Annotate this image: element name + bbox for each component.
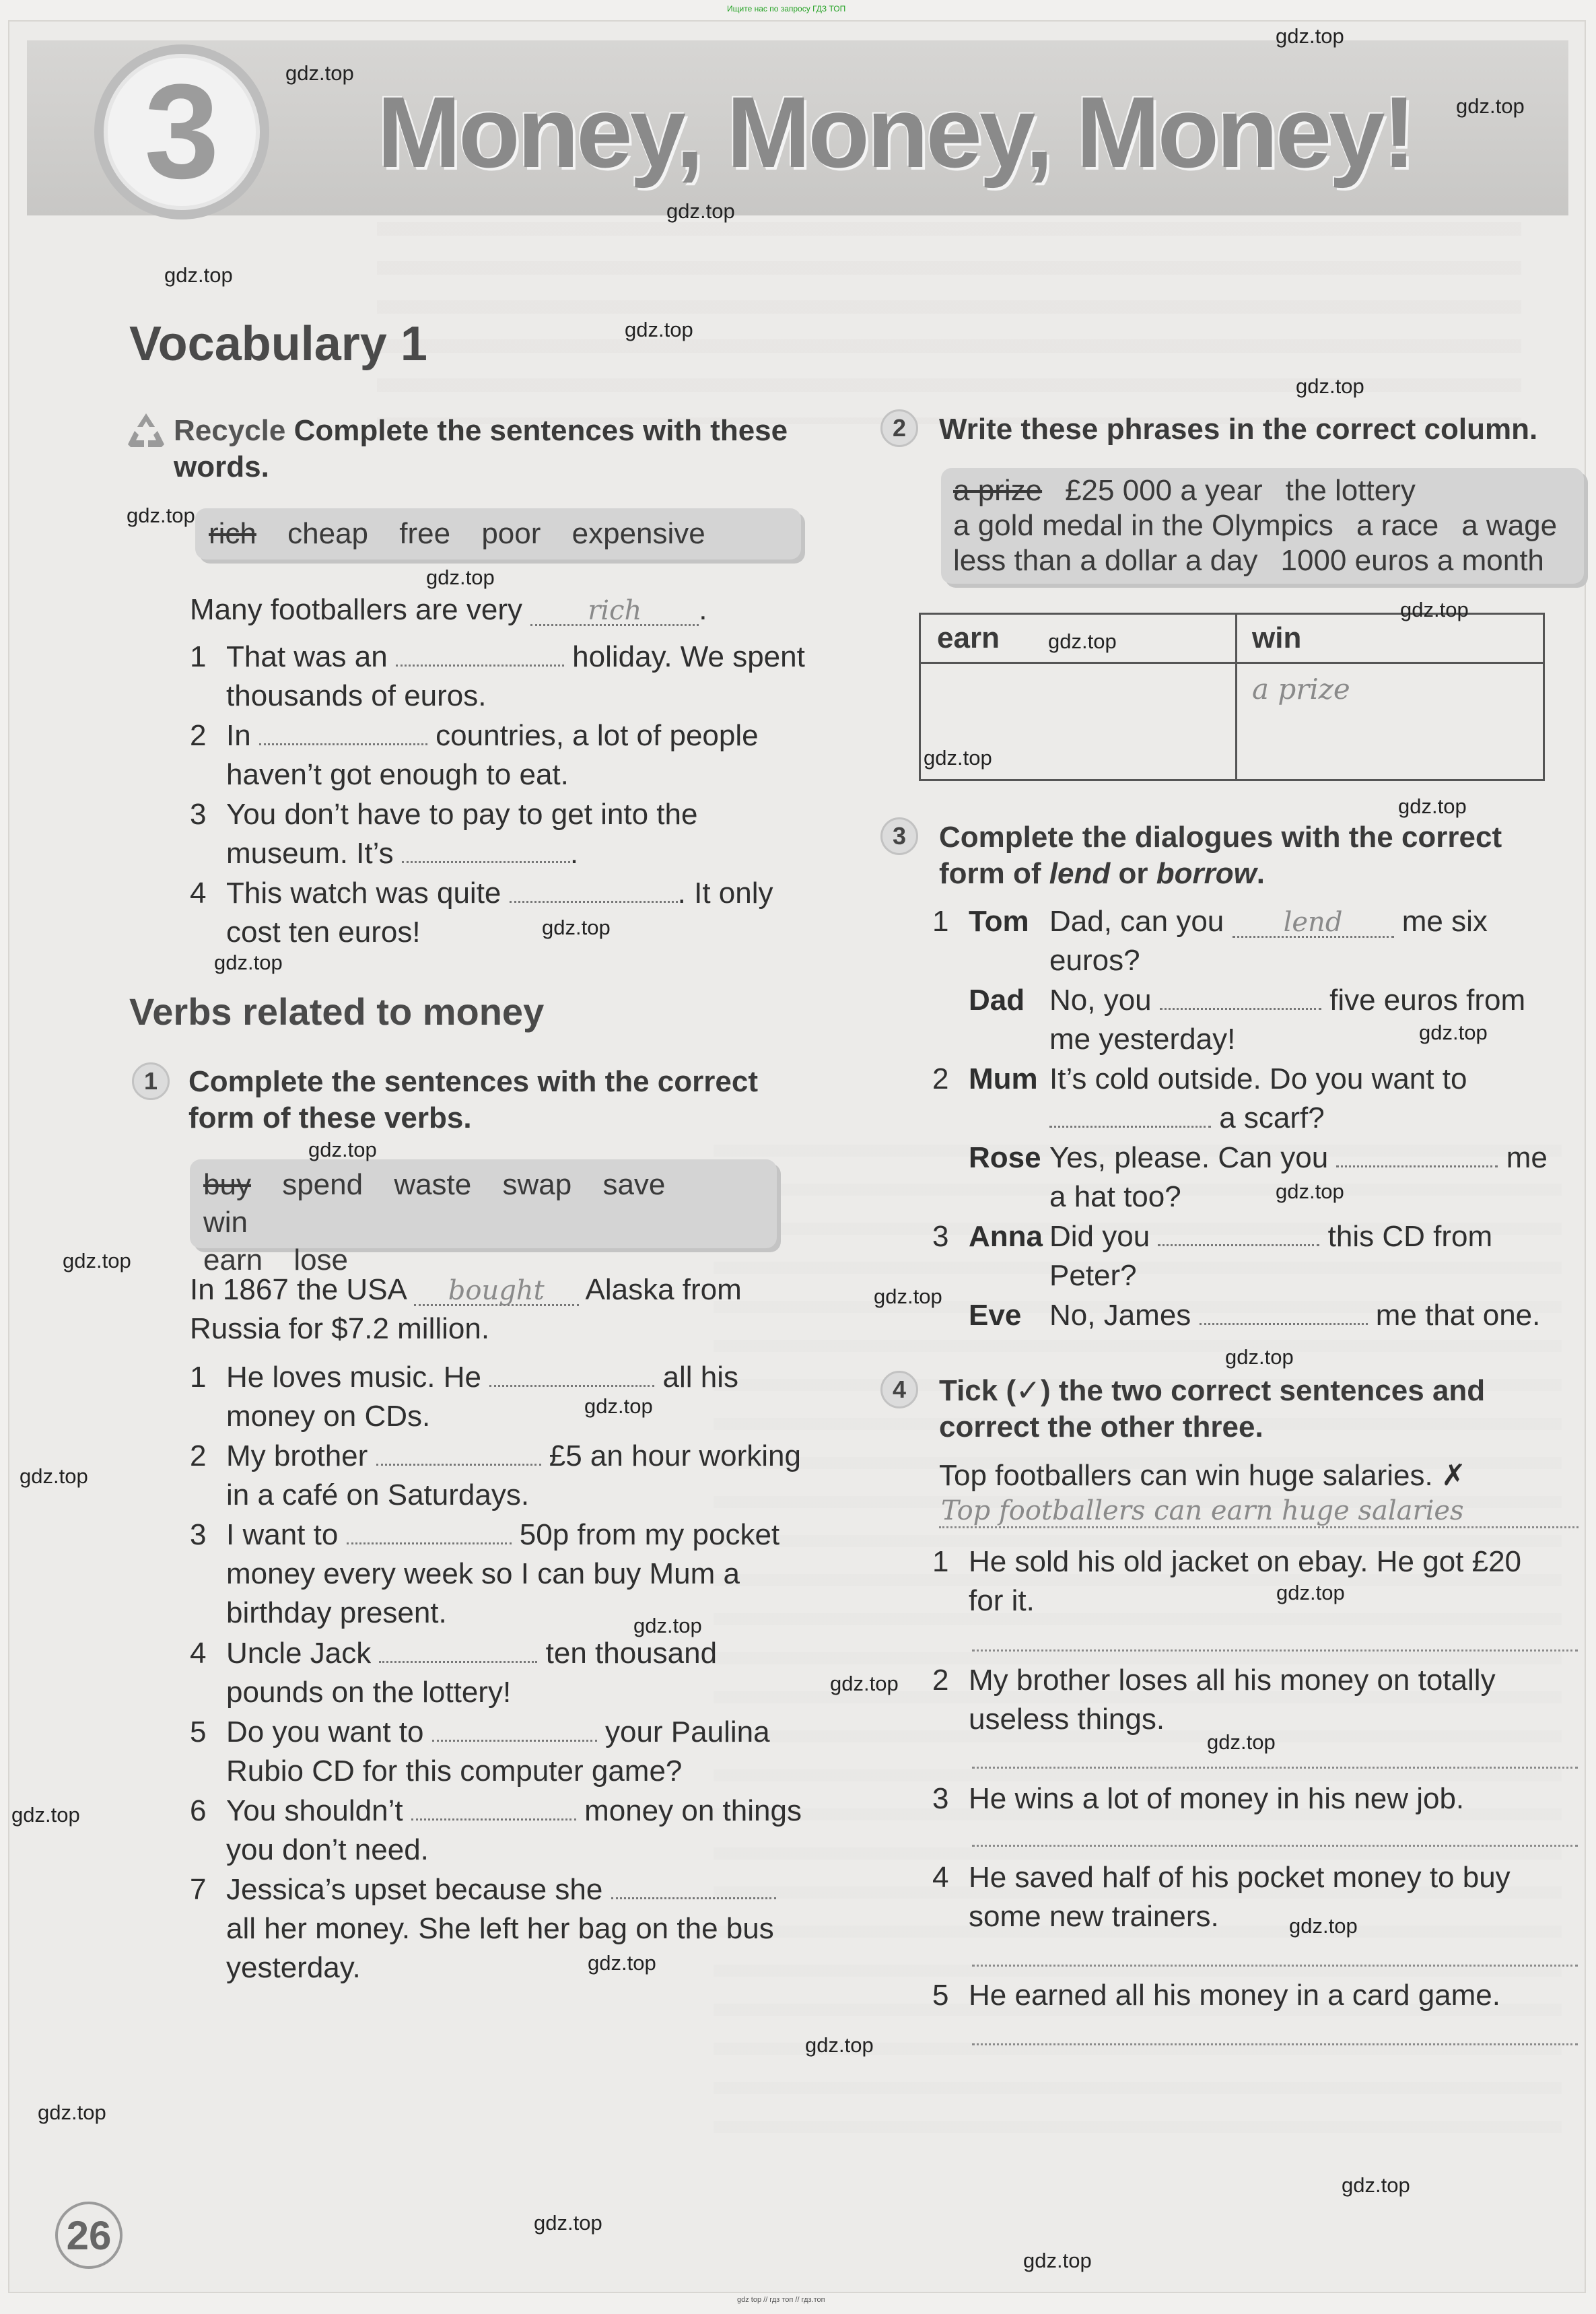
item-text: all her money. She left her bag on the bus [226,1912,774,1945]
unit-number: 3 [144,57,219,207]
watermark: gdz.top [584,1394,653,1418]
page-number: 26 [55,2202,123,2269]
watermark: gdz.top [1048,629,1117,653]
exercise-3-instruction [939,819,1578,892]
watermark: gdz.top [214,951,283,974]
word-box-item: buy [203,1168,251,1201]
exercise-1-instruction: Complete the sentences with the correct form of these verbs. [188,1065,758,1134]
item-number: 6 [190,1794,207,1827]
item-number: 4 [190,877,207,910]
bottom-note: gdz top // гдз топ // гдз.топ [737,2296,825,2304]
top-note: Ищите нас по запросу ГДЗ ТОП [727,4,846,13]
answer-gap[interactable] [510,874,678,903]
answer-gap[interactable] [259,716,427,745]
table-header-win: win [1252,621,1302,654]
dialogue-text: a hat too? [1049,1180,1181,1213]
watermark: gdz.top [127,504,195,527]
verbs-item-6 [190,1792,829,1870]
item-text: pounds on the lottery! [226,1676,512,1709]
item-text: all his [662,1361,738,1394]
phrase-box [941,468,1584,584]
phrase-item: the lottery [1285,474,1416,507]
item-text: holiday. We spent [572,640,805,673]
answer-gap[interactable] [376,1437,541,1466]
item-number: 2 [190,719,207,752]
answer-gap[interactable] [396,638,564,667]
speaker-name: Eve [969,1299,1022,1332]
dialogue-text: a scarf? [1219,1101,1325,1134]
answer-gap[interactable] [379,1634,537,1663]
ex4-example-answer[interactable]: Top footballers can earn huge salaries [941,1495,1464,1526]
recycle-label: Recycle [174,414,286,447]
instruction-line: Complete the dialogues with the correct [939,821,1502,854]
earn-win-table [919,613,1545,781]
verbs-item-1 [190,1358,829,1436]
item-text: 50p from my pocket [519,1518,780,1551]
word-box-item: lose [293,1244,349,1277]
watermark: gdz.top [830,1672,899,1695]
verbs-item-7 [190,1870,829,1987]
example-text: In 1867 the USA [190,1273,406,1306]
dialogue-mum [932,1060,1572,1138]
watermark: gdz.top [285,61,354,85]
phrase-item: a gold medal in the Olympics [953,509,1333,542]
item-text: He earned all his money in a card game. [969,1979,1500,2012]
watermark: gdz.top [1023,2249,1092,2272]
answer-gap[interactable]: bought [414,1277,579,1306]
item-text: That was an [226,640,388,673]
item-text: . [569,837,579,870]
word-box-item: spend [282,1168,363,1201]
ex4-item-1 [932,1542,1572,1621]
verbs-example [190,1270,829,1349]
dialogue-text: me yesterday! [1049,1023,1236,1056]
item-number: 4 [190,1637,207,1670]
answer-gap[interactable] [402,834,570,863]
item-text: money on things [584,1794,802,1827]
item-text: You don’t have to pay to get into the [226,798,698,831]
item-number: 1 [932,1545,949,1578]
watermark: gdz.top [588,1951,656,1975]
word-box-item: poor [481,517,541,550]
item-number: 3 [190,1518,207,1551]
dialogue-dad [932,981,1572,1059]
ex4-item-3 [932,1779,1572,1818]
dialogue-text: It’s cold outside. Do you want to [1049,1062,1467,1095]
item-text: £5 an hour working [549,1439,802,1472]
watermark: gdz.top [1296,374,1364,398]
table-divider [921,662,1543,664]
ex4-item-2 [932,1661,1572,1739]
item-text: My brother loses all his money on totally [969,1664,1496,1697]
recycle-example [190,590,829,629]
instruction-text: or [1118,857,1148,890]
dialogue-text: five euros from [1329,984,1526,1017]
watermark: gdz.top [1289,1914,1358,1938]
item-number: 2 [932,1664,949,1697]
phrase-item: £25 000 a year [1065,474,1263,507]
item-text: You shouldn’t [226,1794,403,1827]
watermark: gdz.top [1276,24,1344,48]
unit-number-badge [94,44,269,219]
watermark: gdz.top [38,2101,106,2124]
item-text: He saved half of his pocket money to buy [969,1861,1511,1894]
dialogue-text: me that one. [1375,1299,1541,1332]
item-number: 7 [190,1873,207,1906]
answer-gap[interactable]: rich [530,597,699,626]
watermark: gdz.top [1400,598,1469,621]
item-text: birthday present. [226,1596,447,1629]
item-text: your Paulina [604,1715,770,1748]
instruction-text: form of [939,857,1041,890]
answer-line[interactable] [939,1526,1578,1528]
unit-title: Money, Money, Money! [377,75,1414,189]
answer-line[interactable] [972,1649,1578,1652]
recycle-item-4 [190,874,829,952]
item-text: cost ten euros! [226,916,421,949]
item-number: 3 [932,1220,949,1253]
item-text: Do you want to [226,1715,424,1748]
answer-gap[interactable] [489,1358,654,1387]
item-text: haven’t got enough to eat. [226,758,569,791]
table-header-earn: earn [937,621,1000,654]
answer-gap[interactable]: lend [1233,909,1394,938]
item-text: some new trainers. [969,1900,1219,1933]
item-text: yesterday. [226,1951,361,1984]
item-text: Uncle Jack [226,1637,372,1670]
exercise-number-3: 3 [880,817,918,855]
example-text: Alaska from [585,1273,742,1306]
word-box-item: waste [394,1168,472,1201]
dialogue-text: No, you [1049,984,1152,1017]
dialogue-text: Peter? [1049,1259,1137,1292]
watermark: gdz.top [1419,1021,1488,1044]
watermark: gdz.top [63,1249,131,1272]
dialogue-rose [932,1138,1572,1217]
item-text: He sold his old jacket on ebay. He got £20 [969,1545,1522,1578]
dialogue-text: me [1506,1141,1548,1174]
dialogue-text: Did you [1049,1220,1150,1253]
watermark: gdz.top [1276,1180,1344,1203]
answer-gap[interactable] [611,1870,776,1899]
recycle-instruction [174,413,827,485]
watermark: gdz.top [20,1464,88,1488]
watermark: gdz.top [11,1803,80,1827]
exercise-number-1: 1 [132,1062,170,1100]
item-number: 3 [190,798,207,831]
word-box-item: swap [502,1168,572,1201]
dialogue-text: me six [1401,905,1488,938]
instruction-lend: lend [1049,857,1111,890]
speaker-name: Anna [969,1220,1043,1253]
recycle-item-3 [190,795,829,873]
item-text: . It only [677,877,773,910]
exercise-2-instruction: Write these phrases in the correct column. [939,413,1538,446]
dialogue-anna [932,1217,1572,1295]
item-text: ten thousand [545,1637,718,1670]
verbs-item-4 [190,1634,829,1712]
watermark: gdz.top [426,566,495,589]
item-number: 1 [932,905,949,938]
recycle-item-1 [190,638,829,716]
item-text: money every week so I can buy Mum a [226,1557,740,1590]
answer-gap[interactable] [1336,1138,1498,1167]
dialogue-text: euros? [1049,944,1140,977]
answer-gap[interactable] [1158,1217,1319,1246]
phrase-item: less than a dollar a day [953,544,1258,577]
item-text: My brother [226,1439,368,1472]
dialogue-text: Yes, please. Can you [1049,1141,1329,1174]
example-text: Russia for $7.2 million. [190,1312,490,1345]
word-box-item: win [203,1206,248,1239]
item-number: 1 [190,640,207,673]
ex4-item-5 [932,1976,1572,2015]
item-text: Rubio CD for this computer game? [226,1755,683,1788]
dialogue-text: this CD from [1327,1220,1493,1253]
watermark: gdz.top [1456,94,1525,118]
ex4-example: Top footballers can win huge salaries. ✗ [939,1459,1466,1492]
speaker-name: Mum [969,1062,1038,1095]
item-number: 2 [190,1439,207,1472]
item-number: 5 [932,1979,949,2012]
item-number: 1 [190,1361,207,1394]
watermark: gdz.top [924,746,992,770]
speaker-name: Dad [969,984,1025,1017]
ex4-item-4 [932,1858,1572,1936]
item-text: you don’t need. [226,1833,429,1866]
answer-line[interactable] [972,2043,1578,2045]
word-box-item: save [602,1168,666,1201]
verbs-heading: Verbs related to money [129,990,545,1033]
recycle-word-box [195,508,801,559]
answer-gap[interactable] [411,1792,576,1820]
answer-line[interactable] [972,1845,1578,1847]
item-text: useless things. [969,1703,1165,1736]
recycle-item-2 [190,716,829,794]
word-box-item: expensive [571,517,705,550]
item-text: museum. It’s [226,837,394,870]
table-divider [1235,615,1237,779]
item-number: 5 [190,1715,207,1748]
instruction-borrow: borrow [1156,857,1257,890]
item-text: in a café on Saturdays. [226,1478,530,1511]
item-text: He loves music. He [226,1361,482,1394]
phrase-item: a prize [953,474,1043,507]
watermark: gdz.top [1342,2173,1410,2197]
item-text: In [226,719,251,752]
dialogue-tom [932,902,1572,980]
item-text: Jessica’s upset because she [226,1873,603,1906]
verbs-item-5 [190,1713,829,1791]
recycle-instruction-text: Complete the sentences with these words. [174,414,788,483]
exercise-4-instruction: Tick (✓) the two correct sentences and correct the other three. [939,1374,1486,1443]
answer-line[interactable] [972,1767,1578,1769]
answer-gap[interactable] [432,1713,597,1742]
answer-line[interactable] [972,1965,1578,1967]
word-box-item: rich [209,517,256,550]
phrase-item: a wage [1461,509,1558,542]
phrase-item: a race [1356,509,1439,542]
watermark: gdz.top [308,1138,377,1161]
instruction-text: . [1256,857,1265,890]
item-text: thousands of euros. [226,679,487,712]
word-box-item: free [399,517,451,550]
watermark: gdz.top [1225,1345,1294,1369]
recycle-icon [124,411,168,451]
speaker-name: Tom [969,905,1029,938]
dialogue-text: Dad, can you [1049,905,1224,938]
example-text: . [699,593,707,626]
watermark: gdz.top [805,2033,874,2057]
dialogue-text: No, James [1049,1299,1191,1332]
item-number: 3 [932,1782,949,1815]
answer-gap[interactable] [1200,1296,1368,1325]
exercise-number-4: 4 [880,1371,918,1408]
watermark: gdz.top [534,2211,602,2235]
answer-gap[interactable] [1160,981,1321,1010]
item-number: 2 [932,1062,949,1095]
watermark: gdz.top [1398,794,1467,818]
item-text: money on CDs. [226,1400,431,1433]
dialogue-eve [932,1296,1572,1335]
answer-gap[interactable] [347,1516,512,1544]
item-text: for it. [969,1584,1035,1617]
answer-gap[interactable] [1049,1099,1211,1128]
vocabulary-heading: Vocabulary 1 [129,317,427,371]
word-box-item: earn [203,1244,263,1277]
item-text: This watch was quite [226,877,501,910]
verbs-item-3 [190,1516,829,1633]
item-number: 4 [932,1861,949,1894]
item-text: He wins a lot of money in his new job. [969,1782,1465,1815]
watermark: gdz.top [164,263,233,287]
watermark: gdz.top [874,1285,942,1308]
speaker-name: Rose [969,1141,1041,1174]
win-cell-answer[interactable]: a prize [1252,673,1350,706]
verbs-word-box [190,1159,777,1277]
example-text: Many footballers are very [190,593,522,626]
phrase-item: 1000 euros a month [1280,544,1544,577]
watermark: gdz.top [666,199,735,223]
watermark: gdz.top [1207,1730,1276,1754]
watermark: gdz.top [625,318,693,341]
watermark: gdz.top [1276,1581,1345,1604]
item-text: I want to [226,1518,339,1551]
verbs-item-2 [190,1437,829,1515]
watermark: gdz.top [633,1614,702,1637]
word-box-item: cheap [287,517,369,550]
exercise-number-2: 2 [880,409,918,447]
item-text: countries, a lot of people [436,719,759,752]
watermark: gdz.top [542,916,611,939]
